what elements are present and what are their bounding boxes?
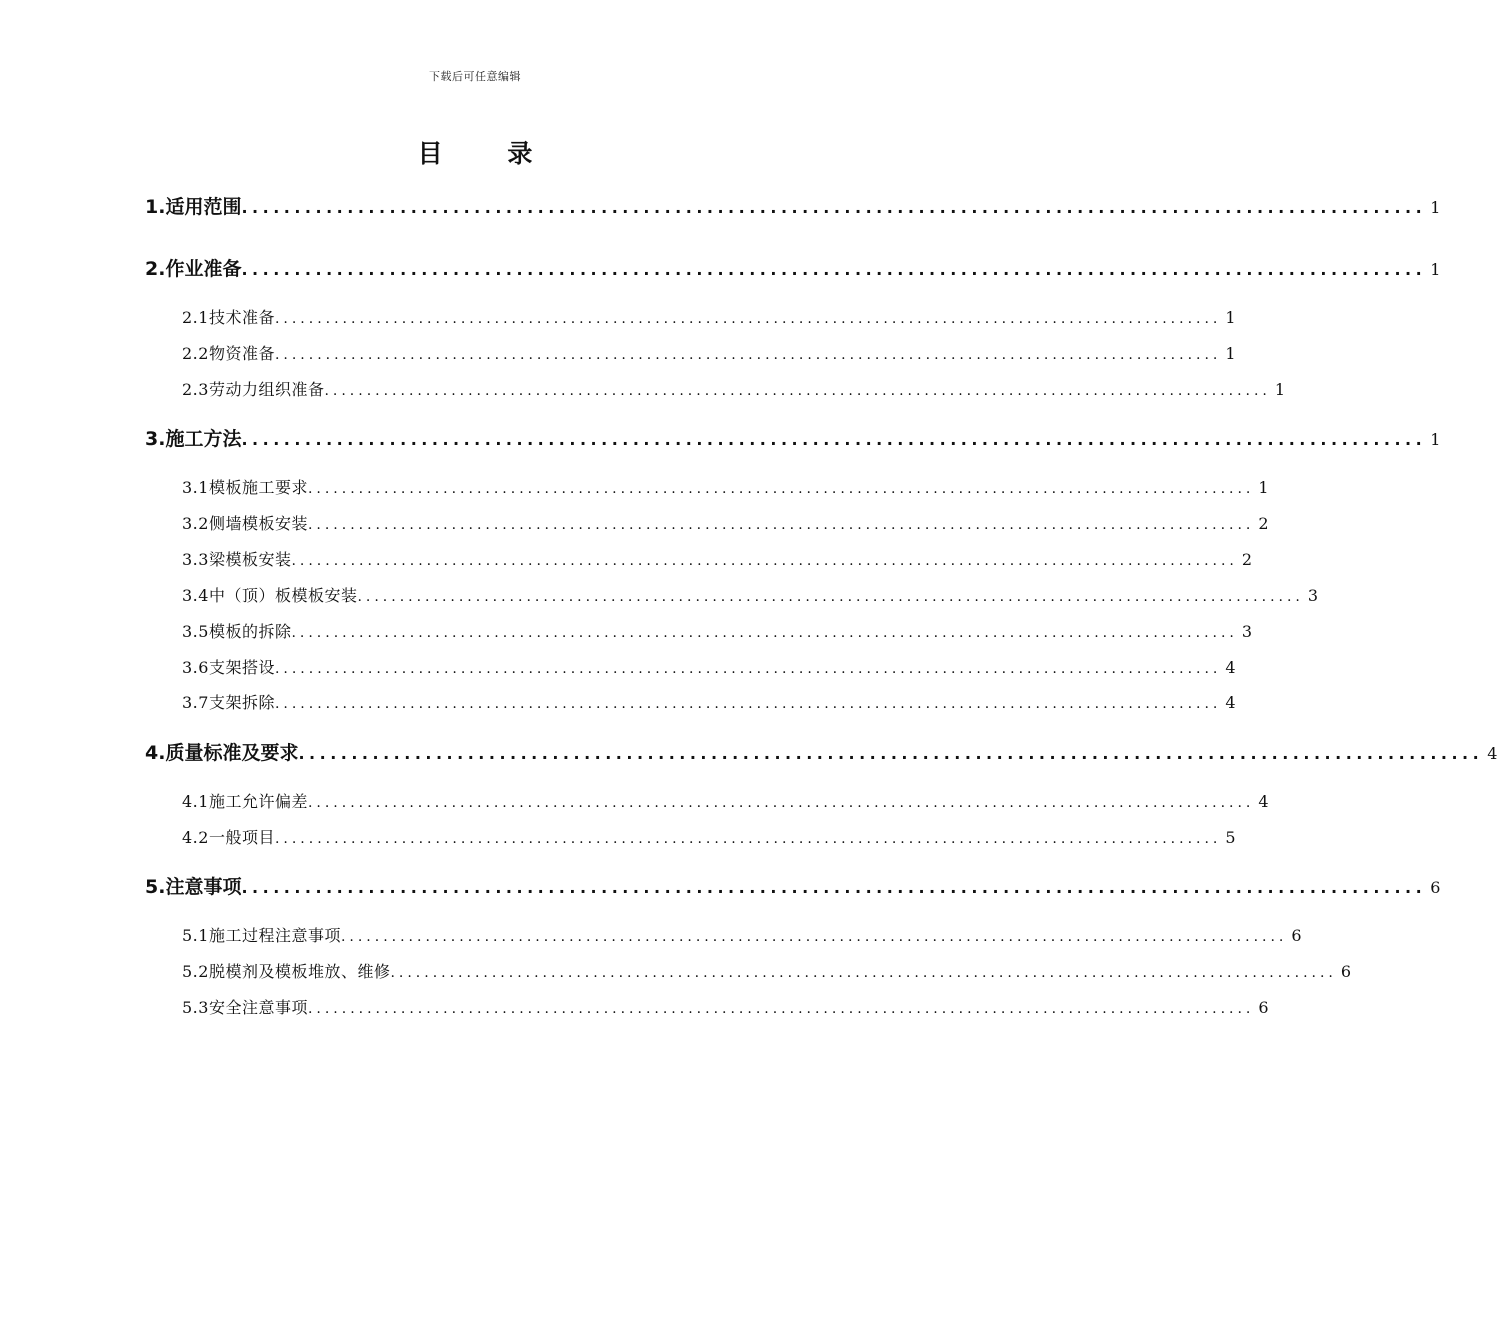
toc-entry-label: 3.2侧墙模板安装 <box>182 514 308 533</box>
toc-entry-page: 1 <box>1225 344 1237 363</box>
dot-leader: ................................................................................................................ <box>274 311 1222 327</box>
toc-entry-label: 4.质量标准及要求 <box>145 742 299 764</box>
toc-entry-label: 2.3劳动力组织准备 <box>182 380 325 399</box>
toc-entry-page: 1 <box>1430 260 1441 279</box>
toc-entry-label: 2.2物资准备 <box>182 344 275 363</box>
toc-entry-page: 2 <box>1258 514 1270 533</box>
toc-entry-page: 1 <box>1430 430 1441 449</box>
toc-entry-page: 4 <box>1487 744 1497 763</box>
dot-leader: ................................................................................................................ <box>291 625 1238 641</box>
toc-entry-page: 6 <box>1340 962 1352 981</box>
toc-title: 目 录 <box>417 139 561 168</box>
toc-entry-2-1[interactable] <box>182 305 1237 328</box>
toc-entry-page: 6 <box>1430 878 1441 897</box>
toc-entry-label: 3.1模板施工要求 <box>182 478 308 497</box>
toc-entry-5-2[interactable] <box>182 959 1352 982</box>
toc-entry-3[interactable] <box>145 424 1441 451</box>
toc-entry-3-2[interactable] <box>182 511 1270 534</box>
toc-entry-label: 3.6支架搭设 <box>182 658 275 677</box>
toc-entry-page: 4 <box>1225 658 1237 677</box>
dot-leader: ................................................................................................................ <box>241 878 1427 897</box>
toc-entry-label: 4.1施工允许偏差 <box>182 792 308 811</box>
toc-entry-label: 3.7支架拆除 <box>182 693 275 712</box>
toc-entry-5[interactable] <box>145 872 1441 899</box>
toc-entry-label: 3.5模板的拆除 <box>182 622 292 641</box>
toc-entry-label: 4.2一般项目 <box>182 828 275 847</box>
toc-entry-page: 3 <box>1241 622 1253 641</box>
toc-entry-page: 5 <box>1225 828 1237 847</box>
toc-entry-label: 3.3梁模板安装 <box>182 550 292 569</box>
toc-entry-3-5[interactable] <box>182 619 1253 642</box>
dot-leader: ................................................................................................................ <box>274 347 1222 363</box>
toc-entry-page: 4 <box>1258 792 1270 811</box>
toc-entry-page: 6 <box>1291 926 1303 945</box>
toc-entry-5-3[interactable] <box>182 995 1270 1018</box>
toc-entry-label: 5.注意事项 <box>145 876 242 898</box>
dot-leader: ................................................................................................................ <box>274 661 1222 677</box>
toc-entry-page: 3 <box>1307 586 1319 605</box>
dot-leader: ................................................................................................................ <box>390 965 1337 981</box>
header-note: 下载后可任意编辑 <box>429 70 521 83</box>
dot-leader: ................................................................................................................ <box>241 430 1427 449</box>
toc-entry-4[interactable] <box>145 738 1497 765</box>
toc-entry-2-2[interactable] <box>182 341 1237 364</box>
toc-entry-4-1[interactable] <box>182 789 1270 812</box>
dot-leader: ................................................................................................................ <box>357 589 1304 605</box>
toc-entry-label: 2.作业准备 <box>145 258 242 280</box>
dot-leader: ................................................................................................................ <box>307 517 1255 533</box>
toc-entry-page: 2 <box>1241 550 1253 569</box>
dot-leader: ................................................................................................................ <box>241 260 1427 279</box>
dot-leader: ................................................................................................................ <box>291 553 1238 569</box>
toc-entry-page: 6 <box>1258 998 1270 1017</box>
toc-entry-3-1[interactable] <box>182 475 1270 498</box>
toc-entry-label: 3.施工方法 <box>145 428 242 450</box>
dot-leader: ................................................................................................................ <box>298 744 1484 763</box>
toc-entry-label: 5.1施工过程注意事项 <box>182 926 341 945</box>
toc-entry-label: 1.适用范围 <box>145 196 242 218</box>
dot-leader: ................................................................................................................ <box>324 383 1271 399</box>
dot-leader: ................................................................................................................ <box>274 696 1222 712</box>
toc-entry-2-3[interactable] <box>182 377 1286 400</box>
dot-leader: ................................................................................................................ <box>274 831 1222 847</box>
dot-leader: ................................................................................................................ <box>340 929 1288 945</box>
toc-entry-page: 1 <box>1225 308 1237 327</box>
toc-entry-3-7[interactable] <box>182 690 1237 713</box>
dot-leader: ................................................................................................................ <box>307 795 1255 811</box>
toc-entry-page: 1 <box>1430 198 1441 217</box>
toc-entry-1[interactable] <box>145 192 1441 219</box>
toc-entry-2[interactable] <box>145 254 1441 281</box>
toc-entry-page: 4 <box>1225 693 1237 712</box>
dot-leader: ................................................................................................................ <box>307 481 1255 497</box>
dot-leader: ................................................................................................................ <box>307 1001 1255 1017</box>
toc-entry-4-2[interactable] <box>182 825 1237 848</box>
toc-entry-label: 5.3安全注意事项 <box>182 998 308 1017</box>
toc-entry-page: 1 <box>1258 478 1270 497</box>
toc-entry-3-4[interactable] <box>182 583 1319 606</box>
toc-entry-label: 3.4中（顶）板模板安装 <box>182 586 358 605</box>
toc-entry-label: 2.1技术准备 <box>182 308 275 327</box>
dot-leader: ................................................................................................................ <box>241 198 1427 217</box>
toc-entry-5-1[interactable] <box>182 923 1303 946</box>
toc-entry-3-6[interactable] <box>182 655 1237 678</box>
toc-entry-page: 1 <box>1274 380 1286 399</box>
toc-entry-label: 5.2脱模剂及模板堆放、维修 <box>182 962 391 981</box>
toc-entry-3-3[interactable] <box>182 547 1253 570</box>
